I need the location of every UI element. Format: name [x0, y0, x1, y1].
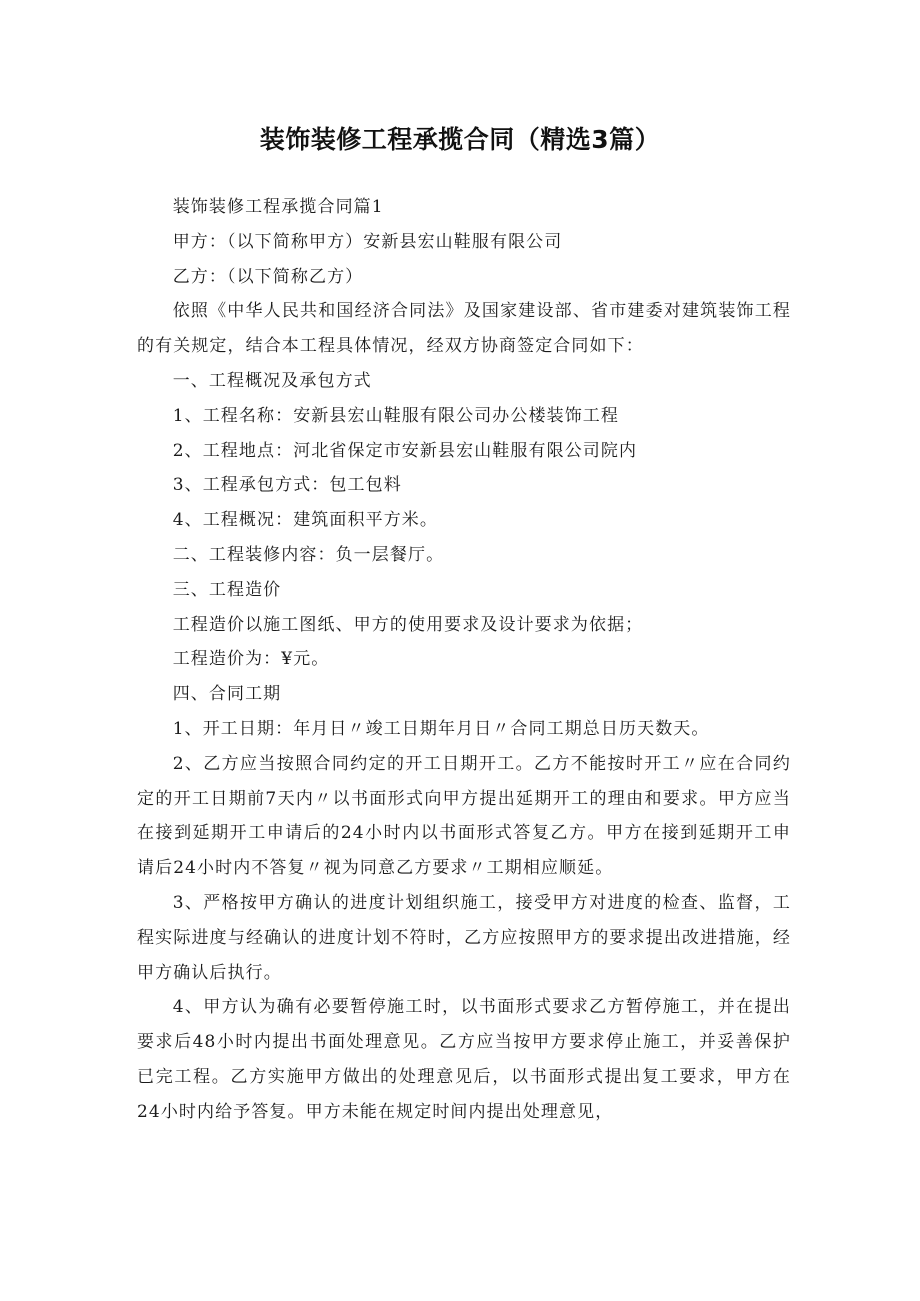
document-body: [137, 190, 791, 1130]
clause-item: 3、工程承包方式：包工包料: [172, 475, 402, 496]
preamble-paragraph: 依照《中华人民共和国经济合同法》及国家建设部、省市建委对建筑装饰工程的有关规定，结合本工程具体情况，经双方协商签定合同如下：: [137, 301, 791, 357]
clause-heading-2: 二、工程装修内容：负一层餐厅。: [172, 544, 445, 565]
party-b-line: 乙方：（以下简称乙方）: [172, 266, 364, 287]
clause-item: 2、工程地点：河北省保定市安新县宏山鞋服有限公司院内: [172, 440, 638, 461]
clause-heading-3: 三、工程造价: [172, 579, 282, 600]
clause-item: 3、严格按甲方确认的进度计划组织施工，接受甲方对进度的检查、监督，工程实际进度与经确认的进度计划不符时，乙方应按照甲方的要求提出改进措施，经甲方确认后执行。: [137, 892, 791, 983]
clause-item: 4、甲方认为确有必要暂停施工时，以书面形式要求乙方暂停施工，并在提出要求后48小时内提出书面处理意见。乙方应当按甲方要求停止施工，并妥善保护已完工程。乙方实施甲方做出的处理意见后，以书面形式提出复工要求，甲方在24小时内给予答复。甲方未能在规定时间内提出处理意见，: [137, 997, 791, 1122]
clause-item: 2、乙方应当按照合同约定的开工日期开工。乙方不能按时开工〃应在合同约定的开工日期前7天内〃以书面形式向甲方提出延期开工的理由和要求。甲方应当在接到延期开工申请后的24小时内以书面形式答复乙方。甲方在接到延期开工申请后24小时内不答复〃视为同意乙方要求〃工期相应顺延。: [137, 753, 791, 879]
clause-item: 4、工程概况：建筑面积平方米。: [172, 510, 439, 531]
clause-item: 工程造价以施工图纸、甲方的使用要求及设计要求为依据；: [172, 614, 644, 635]
party-a-line: 甲方：（以下简称甲方）安新县宏山鞋服有限公司: [172, 231, 563, 252]
section-heading-part-1: 装饰装修工程承揽合同篇1: [172, 197, 384, 217]
clause-item: 工程造价为：¥元。: [172, 649, 330, 670]
clause-heading-1: 一、工程概况及承包方式: [172, 370, 372, 391]
clause-item: 1、工程名称：安新县宏山鞋服有限公司办公楼装饰工程: [172, 405, 620, 426]
clause-heading-4: 四、合同工期: [172, 684, 282, 705]
clause-item: 1、开工日期：年月日〃竣工日期年月日〃合同工期总日历天数天。: [172, 718, 710, 739]
document-title: 装饰装修工程承揽合同（精选3篇）: [259, 125, 661, 154]
